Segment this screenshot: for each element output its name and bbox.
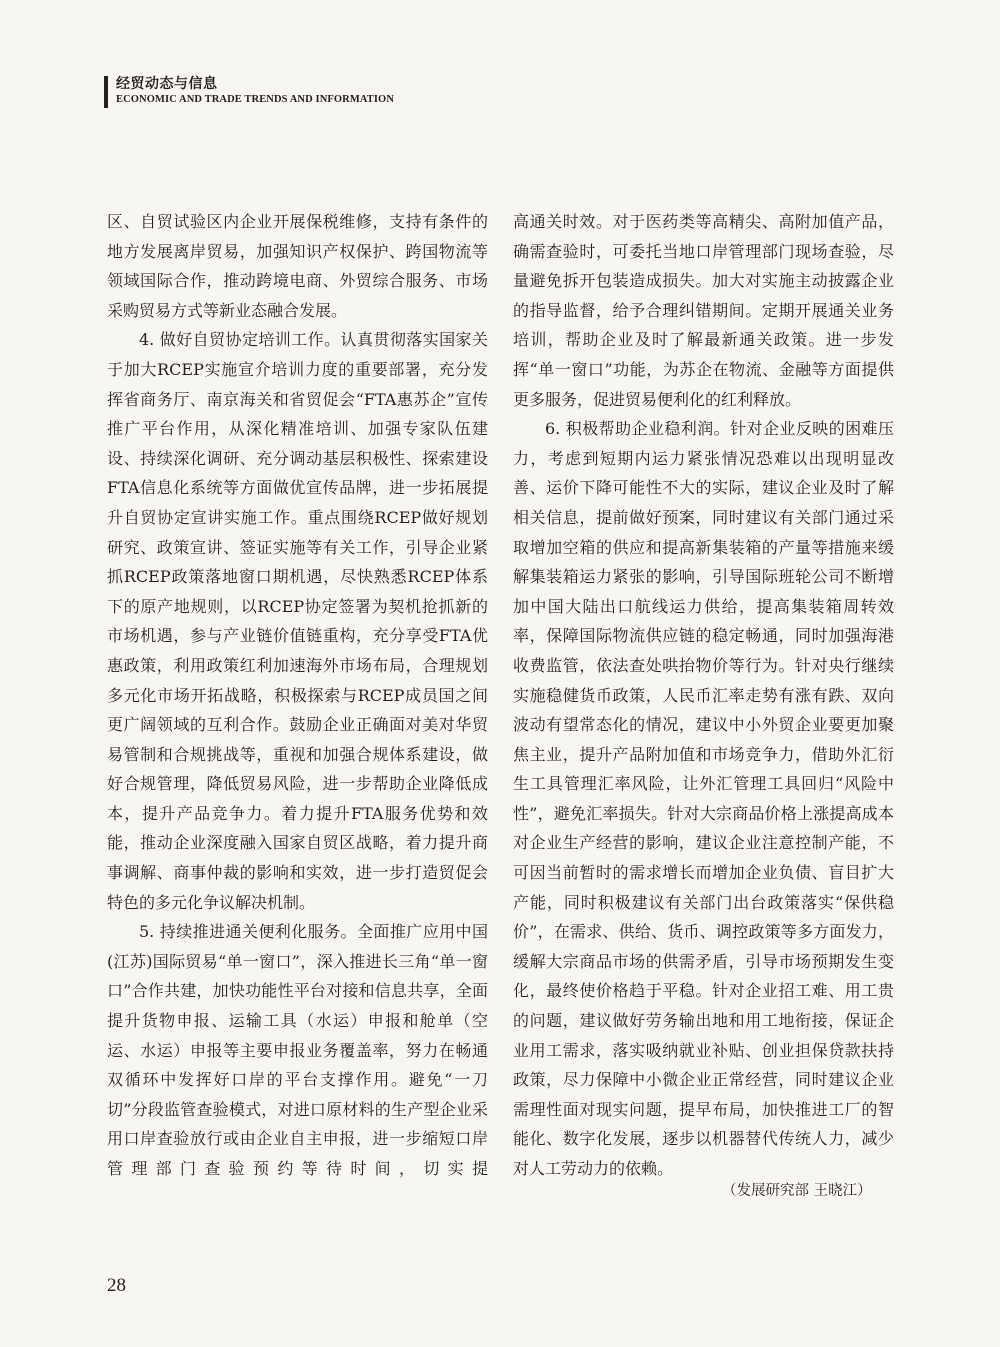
- section-title-en: ECONOMIC AND TRADE TRENDS AND INFORMATION: [116, 94, 395, 105]
- right-paragraph-1: 高通关时效。对于医药类等高精尖、高附加值产品，确需查验时，可委托当地口岸管理部门现场查验，尽量避免拆开包装造成损失。加大对实施主动披露企业的指导监督，给予合理纠错期间。定期开展通关业务培训，帮助企业及时了解最新通关政策。进一步发挥“单一窗口”功能，为苏企在物流、金融等方面提供更多服务，促进贸易便利化的红利释放。: [513, 212, 894, 409]
- page-number: 28: [107, 1275, 126, 1296]
- left-paragraph-2: 4. 做好自贸协定培训工作。认真贯彻落实国家关于加大RCEP实施宣介培训力度的重要部署，充分发挥省商务厅、南京海关和省贸促会“FTA惠苏企”宣传推广平台作用，从深化精准培训、加强专家队伍建设、持续深化调研、充分调动基层积极性、探索建设FTA信息化系统等方面做优宣传品牌，进一步拓展提升自贸协定宣讲实施工作。重点围绕RCEP做好规划研究、政策宣讲、签证实施等有关工作，引导企业紧抓RCEP政策落地窗口期机遇，尽快熟悉RCEP体系下的原产地规则，以RCEP协定签署为契机抢抓新的市场机遇，参与产业链价值链重构，充分享受FTA优惠政策，利用政策红利加速海外市场布局，合理规划多元化市场开拓战略，积极探索与RCEP成员国之间更广阔领域的互利合作。鼓励企业正确面对美对华贸易管制和合规挑战等，重视和加强合规体系建设，做好合规管理，降低贸易风险，进一步帮助企业降低成本，提升产品竞争力。着力提升FTA服务优势和效能，推动企业深度融入国家自贸区战略，着力提升商事调解、商事仲裁的影响和实效，进一步打造贸促会特色的多元化争议解决机制。: [107, 330, 488, 912]
- author-signature: （发展研究部 王晓江）: [722, 1183, 872, 1199]
- right-paragraph-2: 6. 积极帮助企业稳利润。针对企业反映的困难压力，考虑到短期内运力紧张情况恐难以出现明显改善、运价下降可能性不大的实际，建议企业及时了解相关信息，提前做好预案，同时建议有关部门通过采取增加空箱的供应和提高新集装箱的产量等措施来缓解集装箱运力紧张的影响，引导国际班轮公司不断增加中国大陆出口航线运力供给，提高集装箱周转效率，保障国际物流供应链的稳定畅通，同时加强海港收费监管，依法查处哄抬物价等行为。针对央行继续实施稳健货币政策，人民币汇率走势有涨有跌、双向波动有望常态化的情况，建议中小外贸企业要更加聚焦主业，提升产品附加值和市场竞争力，借助外汇衍生工具管理汇率风险，让外汇管理工具回归“风险中性”，避免汇率损失。针对大宗商品价格上涨提高成本对企业生产经营的影响，建议企业注意控制产能，不可因当前暂时的需求增长而增加企业负债、盲目扩大产能，同时积极建议有关部门出台政策落实“保供稳价”，在需求、供给、货币、调控政策等多方面发力，缓解大宗商品市场的供需矛盾，引导市场预期发生变化，最终使价格趋于平稳。针对企业招工难、用工贵的问题，建议做好劳务输出地和用工地衔接，保证企业用工需求，落实吸纳就业补贴、创业担保贷款扶持政策，尽力保障中小微企业正常经营，同时建议企业需理性面对现实问题，提早布局，加快推进工厂的智能化、数字化发展，逐步以机器替代传统人力，减少对人工劳动力的依赖。: [513, 419, 894, 1178]
- left-paragraph-1: 区、自贸试验区内企业开展保税维修，支持有条件的地方发展离岸贸易，加强知识产权保护、跨国物流等领域国际合作，推动跨境电商、外贸综合服务、市场采购贸易方式等新业态融合发展。: [107, 212, 488, 320]
- left-paragraph-3: 5. 持续推进通关便利化服务。全面推广应用中国(江苏)国际贸易“单一窗口”，深入推进长三角“单一窗口”合作共建，加快功能性平台对接和信息共享，全面提升货物申报、运输工具（水运）申报和舱单（空运、水运）申报等主要申报业务覆盖率，努力在畅通双循环中发挥好口岸的平台支撑作用。避免“一刀切”分段监管查验模式，对进口原材料的生产型企业采用口岸查验放行或由企业自主申报，进一步缩短口岸管理部门查验预约等待时间，切实提: [107, 922, 488, 1178]
- right-column: [513, 207, 894, 1184]
- left-column: [107, 207, 488, 1184]
- section-header: [104, 76, 394, 108]
- section-title-cn: 经贸动态与信息: [116, 76, 218, 92]
